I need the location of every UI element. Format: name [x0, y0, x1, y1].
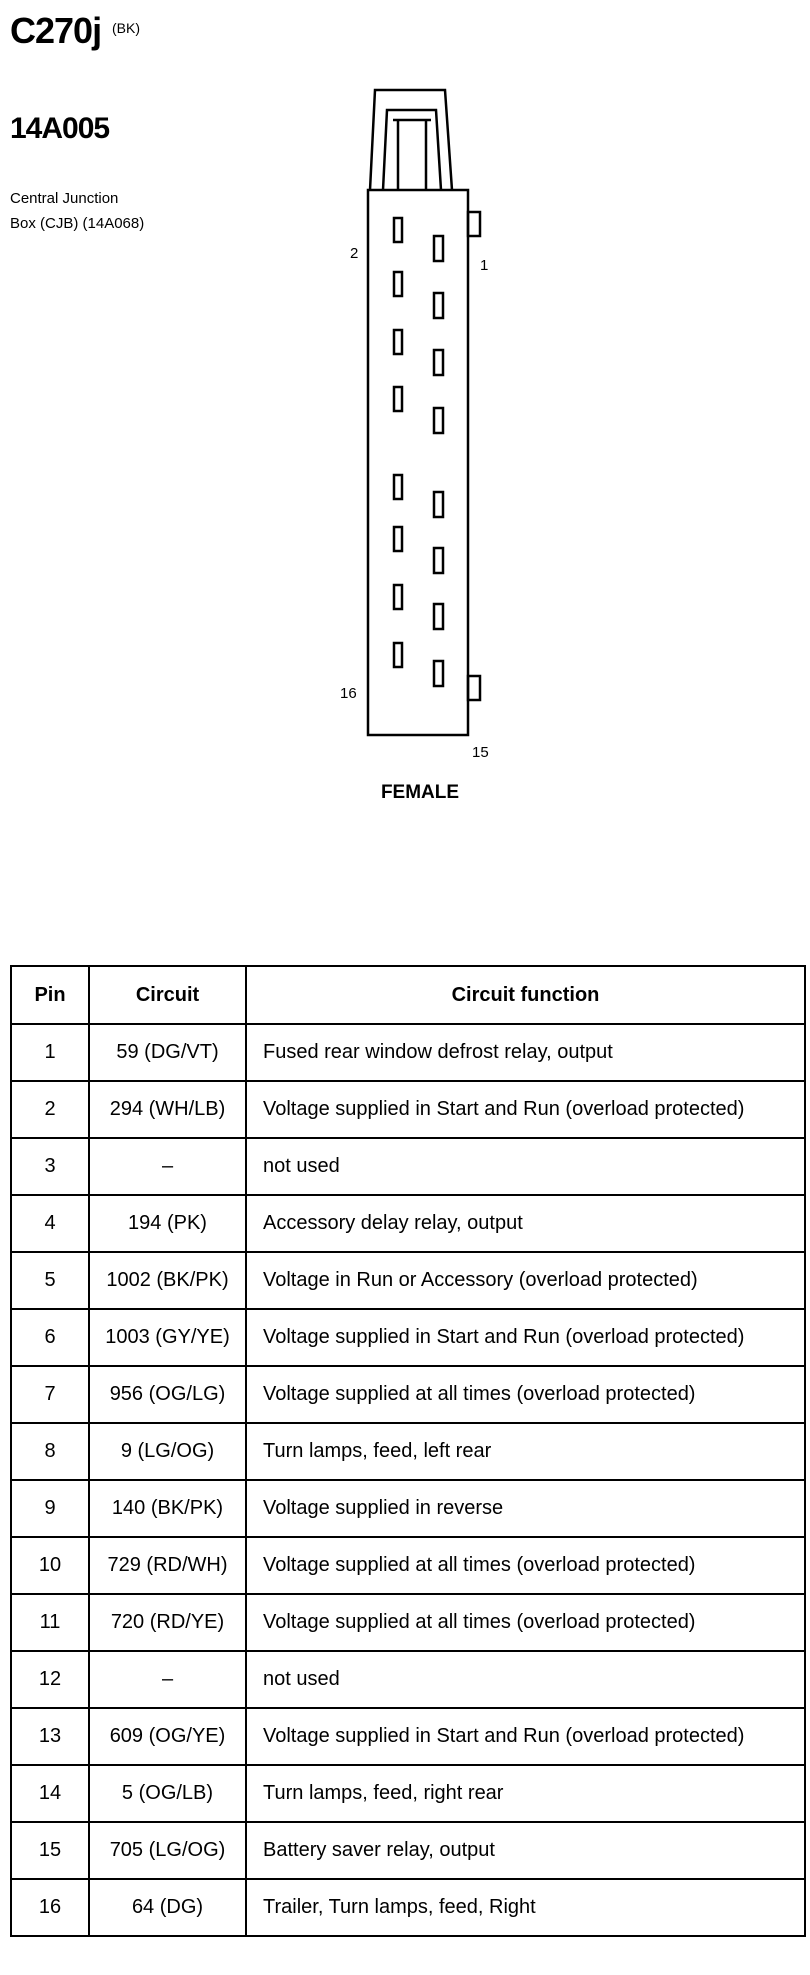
- circuit-cell: 194 (PK): [89, 1195, 246, 1252]
- function-cell: Voltage supplied in Start and Run (overload protected): [246, 1708, 805, 1765]
- pin-cavity: [394, 330, 402, 354]
- circuit-cell: 140 (BK/PK): [89, 1480, 246, 1537]
- pin-cell: 7: [11, 1366, 89, 1423]
- table-row: [11, 1879, 805, 1936]
- pin-cavity: [434, 661, 443, 686]
- pin-cavity: [434, 604, 443, 629]
- function-cell: Voltage supplied in Start and Run (overload protected): [246, 1081, 805, 1138]
- pin-cell: 15: [11, 1822, 89, 1879]
- connector-key-top: [468, 212, 480, 236]
- pin-cavity: [434, 236, 443, 261]
- pin-cell: 14: [11, 1765, 89, 1822]
- pin-cavity: [394, 272, 402, 296]
- table-row: [11, 1537, 805, 1594]
- pin-table-header: [11, 966, 805, 1024]
- table-row: [11, 1195, 805, 1252]
- table-row: [11, 1138, 805, 1195]
- circuit-cell: 1003 (GY/YE): [89, 1309, 246, 1366]
- function-cell: Voltage supplied in Start and Run (overload protected): [246, 1309, 805, 1366]
- connector-id: C270j: [10, 10, 102, 51]
- table-row: [11, 1480, 805, 1537]
- pin-label-1: 1: [480, 257, 489, 274]
- pin-cell: 6: [11, 1309, 89, 1366]
- pin-cavity: [434, 293, 443, 318]
- pin-cell: 11: [11, 1594, 89, 1651]
- table-row: [11, 1366, 805, 1423]
- pin-cell: 16: [11, 1879, 89, 1936]
- header-circuit-function: Circuit function: [246, 966, 805, 1024]
- pin-cell: 3: [11, 1138, 89, 1195]
- pin-cavity: [394, 643, 402, 667]
- pin-label-2: 2: [350, 245, 359, 262]
- header-pin: Pin: [11, 966, 89, 1024]
- circuit-cell: 609 (OG/YE): [89, 1708, 246, 1765]
- circuit-cell: 729 (RD/WH): [89, 1537, 246, 1594]
- table-row: [11, 1252, 805, 1309]
- connector-gender-label: FEMALE: [380, 782, 460, 803]
- circuit-cell: –: [89, 1651, 246, 1708]
- function-cell: Turn lamps, feed, left rear: [246, 1423, 805, 1480]
- function-cell: Trailer, Turn lamps, feed, Right: [246, 1879, 805, 1936]
- function-cell: Battery saver relay, output: [246, 1822, 805, 1879]
- circuit-cell: 720 (RD/YE): [89, 1594, 246, 1651]
- function-cell: Accessory delay relay, output: [246, 1195, 805, 1252]
- pin-cavity: [434, 548, 443, 573]
- part-number: 14A005: [10, 112, 110, 145]
- table-row: [11, 1423, 805, 1480]
- table-row: [11, 1708, 805, 1765]
- connector-color-code: (BK): [112, 20, 140, 36]
- pin-cell: 13: [11, 1708, 89, 1765]
- function-cell: Voltage supplied at all times (overload protected): [246, 1366, 805, 1423]
- function-cell: Voltage supplied at all times (overload protected): [246, 1537, 805, 1594]
- table-row: [11, 1309, 805, 1366]
- pin-cell: 9: [11, 1480, 89, 1537]
- pin-cell: 12: [11, 1651, 89, 1708]
- pin-table: [10, 965, 806, 1937]
- circuit-cell: 956 (OG/LG): [89, 1366, 246, 1423]
- connector-face-diagram: [0, 0, 810, 800]
- circuit-cell: 9 (LG/OG): [89, 1423, 246, 1480]
- table-row: [11, 1594, 805, 1651]
- location-line-1: Central Junction: [10, 190, 119, 207]
- table-row: [11, 1024, 805, 1081]
- pin-cell: 4: [11, 1195, 89, 1252]
- pin-cavity: [434, 492, 443, 517]
- connector-key-bottom: [468, 676, 480, 700]
- pin-cavity: [434, 350, 443, 375]
- function-cell: Fused rear window defrost relay, output: [246, 1024, 805, 1081]
- pin-cell: 8: [11, 1423, 89, 1480]
- circuit-cell: 59 (DG/VT): [89, 1024, 246, 1081]
- pin-cell: 10: [11, 1537, 89, 1594]
- function-cell: Voltage supplied at all times (overload protected): [246, 1594, 805, 1651]
- pin-label-16: 16: [340, 685, 357, 702]
- pin-cell: 5: [11, 1252, 89, 1309]
- function-cell: Voltage in Run or Accessory (overload protected): [246, 1252, 805, 1309]
- table-row: [11, 1081, 805, 1138]
- pin-cavity: [434, 408, 443, 433]
- table-row: [11, 1765, 805, 1822]
- circuit-cell: 705 (LG/OG): [89, 1822, 246, 1879]
- circuit-cell: 64 (DG): [89, 1879, 246, 1936]
- pin-cavity: [394, 585, 402, 609]
- circuit-cell: 1002 (BK/PK): [89, 1252, 246, 1309]
- table-row: [11, 1822, 805, 1879]
- header-circuit: Circuit: [89, 966, 246, 1024]
- location-line-2: Box (CJB) (14A068): [10, 215, 145, 232]
- function-cell: not used: [246, 1138, 805, 1195]
- circuit-cell: –: [89, 1138, 246, 1195]
- function-cell: Turn lamps, feed, right rear: [246, 1765, 805, 1822]
- pin-cell: 2: [11, 1081, 89, 1138]
- pin-cell: 1: [11, 1024, 89, 1081]
- pin-cavity: [394, 475, 402, 499]
- table-row: [11, 1651, 805, 1708]
- circuit-cell: 5 (OG/LB): [89, 1765, 246, 1822]
- circuit-cell: 294 (WH/LB): [89, 1081, 246, 1138]
- pin-label-15: 15: [472, 744, 489, 761]
- pin-cavity: [394, 218, 402, 242]
- pin-cavity: [394, 387, 402, 411]
- function-cell: Voltage supplied in reverse: [246, 1480, 805, 1537]
- pin-cavity: [394, 527, 402, 551]
- function-cell: not used: [246, 1651, 805, 1708]
- connector-body: [368, 190, 468, 735]
